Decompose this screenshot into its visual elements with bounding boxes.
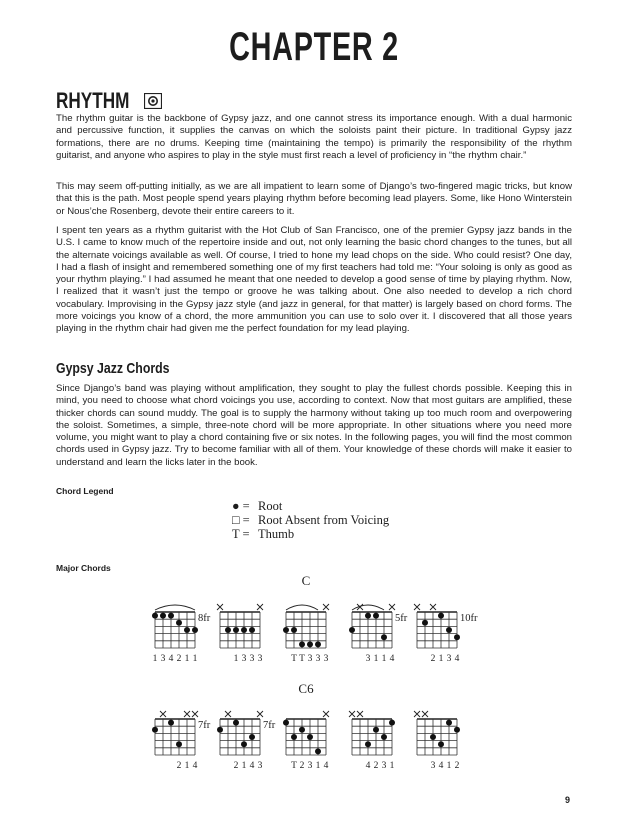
fingering-number: 1 [315,761,321,771]
finger-dot [283,720,289,726]
fingering-number: 3 [160,654,166,664]
finger-dot [365,613,371,619]
fingering-number: 3 [307,761,313,771]
finger-dot [152,727,158,733]
finger-dot [446,627,452,633]
finger-dot [438,741,444,747]
finger-dot [160,613,166,619]
finger-dot [233,627,239,633]
fingering-number: 1 [373,654,379,664]
chord-name-c6: C6 [298,681,314,696]
chord-name-c: C [301,573,311,588]
finger-dot [381,734,387,740]
muted-string-mark [422,711,428,717]
finger-dot [389,720,395,726]
finger-dot [446,720,452,726]
chord-diagram [414,711,460,771]
chord-diagram [349,604,408,664]
muted-string-mark [323,711,329,717]
fingering-number: 3 [365,654,371,664]
fingering-number: 4 [454,654,460,664]
muted-string-mark [257,604,263,610]
finger-dot [291,734,297,740]
muted-string-mark [357,711,363,717]
fingering-number: 1 [241,761,247,771]
fingering-number: 3 [381,761,387,771]
chord-diagram [152,605,211,664]
finger-dot [168,720,174,726]
muted-string-mark [184,711,190,717]
legend-text: Root Absent from Voicing [258,513,390,527]
fingering-number: 1 [192,654,198,664]
finger-dot [365,741,371,747]
chord-diagram [217,604,263,664]
fingering-number: 3 [241,654,247,664]
finger-dot [373,613,379,619]
chapter-title: CHAPTER 2 [229,25,399,69]
fingering-number: 1 [152,654,158,664]
finger-dot [381,634,387,640]
fingering-number: 4 [323,761,329,771]
fingering-number: 4 [389,654,395,664]
finger-dot [249,627,255,633]
fingering-number: 1 [446,761,452,771]
finger-dot [176,741,182,747]
fingering-number: 3 [249,654,255,664]
subsection-title: Gypsy Jazz Chords [56,360,170,377]
fingering-number: 3 [446,654,452,664]
chord-diagram [217,711,276,771]
fingering-number: 1 [381,654,387,664]
fret-position-label: 7fr [198,720,211,731]
finger-dot [373,727,379,733]
barre-arc [286,605,318,610]
finger-dot [152,613,158,619]
fingering-number: 2 [233,761,239,771]
finger-dot [438,613,444,619]
finger-dot [241,741,247,747]
paragraph-3: I spent ten years as a rhythm guitarist with the Hot Club of San Francisco, one of the premier Gypsy jazz bands in the U.S. I came to know much of the repertoire inside and out, not only learning the basic chord changes to the tunes, but all the alternate voicings available as well. Of course, I tried to hone my lead chops on the side. Who could resist? One day, I had a flash of insight and remembered something one of my first teachers had told me: “Your soloing is only as good as your rhythm playing.” I had assumed he meant that one needed to develop a good sense of time by playing rhythm. Now, I realized that it wasn’t just the tempo or groove he was talking about. One also needed to develop a rich chord vocabulary. Improvising in the Gypsy jazz style (and jazz in general, for that matter) is largely based on chord forms. The more voicings you know of a chord, the more ammunition you can use to solo over it. I discovered that all those years playing in the rhythm chair had given me the perfect foundation for my lead playing. [56,225,572,335]
fingering-number: 1 [389,761,395,771]
root-dot-symbol: ● = [232,499,250,513]
fingering-number: 2 [454,761,460,771]
fingering-number: T [291,654,297,664]
muted-string-mark [430,604,436,610]
finger-dot [307,641,313,647]
fingering-number: T [291,761,297,771]
finger-dot [283,627,289,633]
fingering-number: 4 [438,761,444,771]
fingering-number: 3 [430,761,436,771]
muted-string-mark [389,604,395,610]
fingering-number: 1 [184,761,190,771]
finger-dot [225,627,231,633]
paragraph-1: The rhythm guitar is the backbone of Gypsy jazz, and one cannot stress its importance enough. With a dual harmonic and percussive function, it supplies the canvas on which the soloists paint their picture. In traditional Gypsy jazz formations, there are no drums. Keeping time (maintaining the tempo) is primarily the responsibility of the rhythm guitarist, and anyone who aspires to play in the style must first reach a level of proficiency in “the rhythm chair.” [56,113,572,161]
root-absent-symbol: □ = [232,513,250,527]
legend-text: Root [258,499,283,513]
fingering-number: 3 [315,654,321,664]
fingering-number: 3 [257,761,263,771]
muted-string-mark [414,711,420,717]
chord-diagram [349,711,395,771]
muted-string-mark [414,604,420,610]
finger-dot [233,720,239,726]
finger-dot [454,727,460,733]
fingering-number: 3 [323,654,329,664]
muted-string-mark [225,711,231,717]
finger-dot [192,627,198,633]
page-number: 9 [565,795,571,805]
fret-position-label: 10fr [460,613,478,624]
finger-dot [176,620,182,626]
finger-dot [249,734,255,740]
finger-dot [430,734,436,740]
muted-string-mark [257,711,263,717]
muted-string-mark [217,604,223,610]
finger-dot [315,641,321,647]
finger-dot [241,627,247,633]
fingering-number: 2 [430,654,436,664]
finger-dot [291,627,297,633]
fingering-number: 1 [233,654,239,664]
fingering-number: 3 [307,654,313,664]
fingering-number: 4 [168,654,174,664]
barre-arc [352,605,384,610]
fret-position-label: 7fr [263,720,276,731]
finger-dot [315,748,321,754]
chord-diagram [283,711,329,771]
fret-position-label: 8fr [198,613,211,624]
major-chords-label: Major Chords [56,563,111,573]
chord-legend-label: Chord Legend [56,486,114,496]
fret-position-label: 5fr [395,613,408,624]
fingering-number: 1 [438,654,444,664]
subsection-paragraph: Since Django’s band was playing without amplification, they sought to play the fullest chords possible. Keeping this in mind, you need to choose what chord voicings you use, according to context. Now that most guitars are amplified, these thicker chords can sound muddy. The goal is to supply the harmony without taking up too much room and overpowering the soloist. Sometimes, a simple, three-note chord will be more appropriate. In other situations where you need more volume, you might want to play a chord containing five or six notes. In the following pages, you will find the most common chords used in Gypsy jazz. Try to become familiar with all of them. Your knowledge of these chords will make it easier to understand and learn the licks later in the book. [56,383,572,468]
fingering-number: 2 [176,761,182,771]
fingering-number: 4 [192,761,198,771]
fingering-number: 2 [176,654,182,664]
legend-text: Thumb [258,527,295,541]
fingering-number: 2 [299,761,305,771]
finger-dot [422,620,428,626]
chord-diagram [152,711,211,771]
barre-arc [155,605,195,610]
fingering-number: 2 [373,761,379,771]
finger-dot [184,627,190,633]
fingering-number: 1 [184,654,190,664]
fingering-number: 4 [249,761,255,771]
muted-string-mark [349,711,355,717]
chord-diagram [283,604,329,664]
fingering-number: T [299,654,305,664]
finger-dot [217,727,223,733]
finger-dot [168,613,174,619]
finger-dot [299,641,305,647]
muted-string-mark [160,711,166,717]
muted-string-mark [192,711,198,717]
chord-diagram [414,604,478,664]
fingering-number: 3 [257,654,263,664]
finger-dot [307,734,313,740]
finger-dot [454,634,460,640]
finger-dot [349,627,355,633]
finger-dot [299,727,305,733]
section-title: RHYTHM [56,88,130,113]
fingering-number: 4 [365,761,371,771]
thumb-symbol: T = [232,527,250,541]
paragraph-2: This may seem off-putting initially, as we are all impatient to learn some of Django’s two-fingered magic tricks, but know that this is the path. Most people spend years playing rhythm before becoming lead players. Some, like Hono Winterstein or Nous’che Rosenberg, devote their entire careers to it. [56,181,572,217]
muted-string-mark [323,604,329,610]
